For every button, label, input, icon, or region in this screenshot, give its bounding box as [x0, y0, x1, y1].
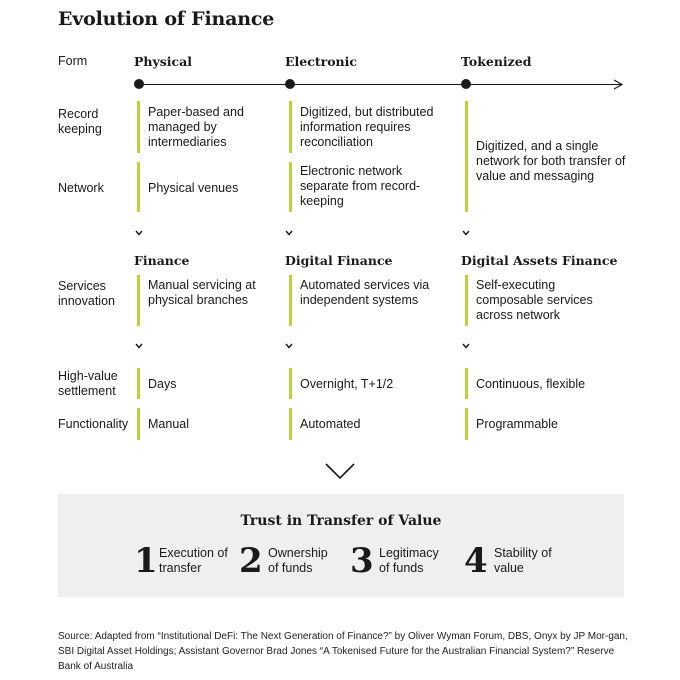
accent-bar — [289, 368, 292, 399]
row-label-record-keeping: Record keeping — [58, 107, 102, 136]
accent-bar — [465, 101, 468, 212]
trust-number-2: 2 — [239, 541, 263, 581]
accent-bar — [465, 368, 468, 399]
chevron-down-icon — [285, 342, 293, 350]
cell-tokenized-record-network: Digitized, and a single network for both transfer of value and messaging — [476, 139, 626, 183]
accent-bar — [137, 101, 140, 153]
accent-bar — [289, 162, 292, 212]
cell-settlement-electronic: Overnight, T+1/2 — [300, 377, 394, 391]
trust-label-4: Stability of value — [494, 546, 552, 575]
chevron-down-icon — [462, 229, 470, 237]
timeline-dot-tokenized — [461, 79, 471, 89]
chevron-down-icon — [135, 229, 143, 237]
cell-services-tokenized: Self-executing composable services across network — [476, 278, 593, 322]
cell-record-electronic: Digitized, but distributed information requires reconciliation — [300, 105, 434, 149]
large-chevron-down-icon — [324, 462, 356, 480]
accent-bar — [465, 275, 468, 326]
cell-network-electronic: Electronic network separate from record-keeping — [300, 164, 421, 208]
accent-bar — [137, 368, 140, 399]
chevron-down-icon — [285, 229, 293, 237]
cell-functionality-physical: Manual — [148, 417, 189, 431]
source-note: Source: Adapted from “Institutional DeFi: The Next Generation of Finance?” by Oliver Wyman Forum, DBS, Onyx by JP Mor-gan, SBI Digital Asset Holdings; Assistant Governor Brad Jones “A Tokenised Future for the Australian Financial System?” Reserve Bank of Australia — [58, 631, 628, 672]
trust-number-1: 1 — [134, 541, 158, 581]
stage-electronic: Electronic — [285, 54, 357, 69]
cell-network-physical: Physical venues — [148, 181, 239, 195]
cell-record-physical: Paper-based and managed by intermediaries — [148, 105, 244, 149]
timeline-line — [139, 84, 621, 85]
trust-number-4: 4 — [464, 541, 488, 581]
form-label: Form — [58, 54, 88, 68]
accent-bar — [137, 162, 140, 212]
finance-type-finance: Finance — [134, 253, 190, 268]
timeline-dot-electronic — [285, 79, 295, 89]
row-label-functionality: Functionality — [58, 417, 129, 431]
row-label-network: Network — [58, 181, 104, 195]
page-title: Evolution of Finance — [58, 8, 275, 30]
accent-bar — [289, 275, 292, 326]
trust-label-1: Execution of transfer — [159, 546, 228, 575]
finance-type-digital-assets: Digital Assets Finance — [461, 253, 618, 268]
chevron-down-icon — [462, 342, 470, 350]
trust-label-3: Legitimacy of funds — [379, 546, 439, 575]
stage-physical: Physical — [134, 54, 192, 69]
accent-bar — [289, 101, 292, 153]
cell-services-physical: Manual servicing at physical branches — [148, 278, 256, 307]
cell-services-electronic: Automated services via independent systems — [300, 278, 430, 307]
row-label-high-value-settlement: High-value settlement — [58, 369, 118, 398]
timeline-dot-physical — [134, 79, 144, 89]
cell-functionality-tokenized: Programmable — [476, 417, 558, 431]
trust-number-3: 3 — [350, 541, 374, 581]
chevron-down-icon — [135, 342, 143, 350]
trust-panel — [58, 494, 624, 597]
cell-functionality-electronic: Automated — [300, 417, 361, 431]
timeline-arrow-icon — [612, 79, 624, 90]
cell-settlement-physical: Days — [148, 377, 177, 391]
trust-label-2: Ownership of funds — [268, 546, 328, 575]
accent-bar — [465, 408, 468, 440]
trust-title: Trust in Transfer of Value — [240, 513, 442, 529]
accent-bar — [137, 408, 140, 440]
accent-bar — [137, 275, 140, 326]
finance-type-digital: Digital Finance — [285, 253, 393, 268]
cell-settlement-tokenized: Continuous, flexible — [476, 377, 586, 391]
row-label-services-innovation: Services innovation — [58, 279, 115, 308]
stage-tokenized: Tokenized — [461, 54, 532, 69]
accent-bar — [289, 408, 292, 440]
